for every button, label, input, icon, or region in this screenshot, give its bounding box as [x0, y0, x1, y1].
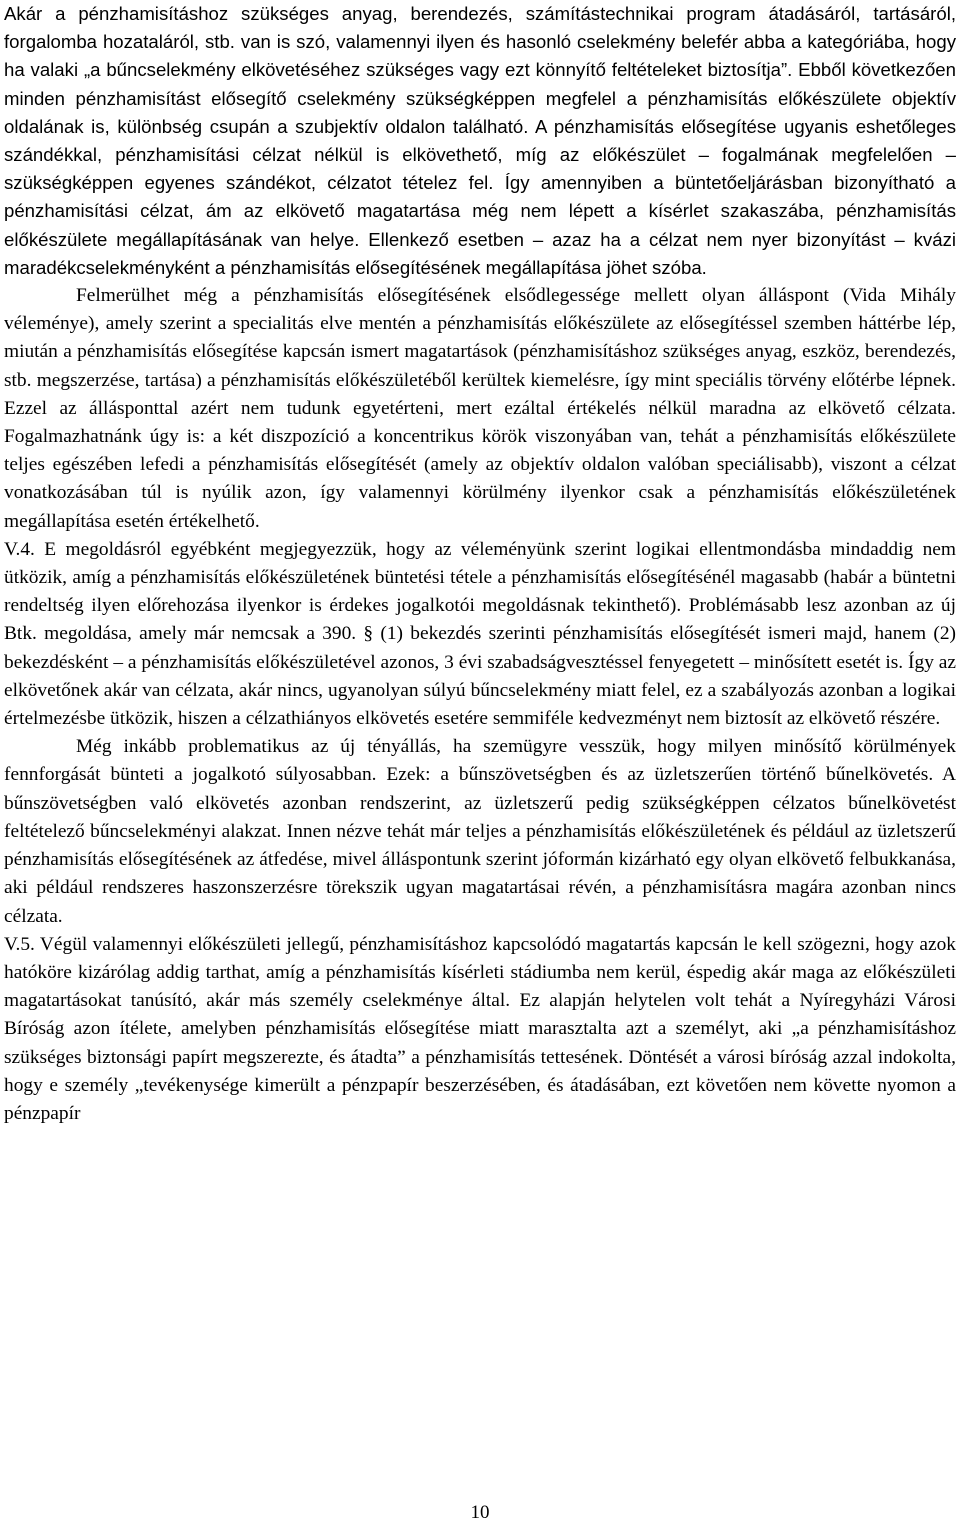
page-number: 10 [470, 1502, 490, 1523]
paragraph-section-v4: V.4. E megoldásról egyébként megjegyezzük, hogy az véleményünk szerint logikai ellentmondásba mindaddig nem ütközik, amíg a pénzhamisítás előkészületének büntetési tétele a pénzhamisítás elősegítésénél magasabb (habár a büntetni rendeltség ilyen előrehozása ilyenkor is érdekes jogalkotói megoldásnak tekinthető). Problémásabb lesz azonban az új Btk. megoldása, amely már nemcsak a 390. § (1) bekezdés szerinti pénzhamisítás elősegítését ismeri majd, hanem (2) bekezdésként – a pénzhamisítás előkészületével azonos, 3 évi szabadságvesztéssel fenyegetett – minősített esetét is. Így az elkövetőnek akár van célzata, akár nincs, ugyanolyan súlyú bűncselekmény miatt felel, ez a szabályozás azonban a logikai értelmezésbe ütközik, hiszen a célzathiányos elkövetés esetére semmiféle kedvezményt nem biztosít az elkövető részére. [4, 538, 956, 730]
paragraph-2: Felmerülhet még a pénzhamisítás elősegítésének elsődlegessége mellett olyan álláspont (Vida Mihály véleménye), amely szerint a specialitás elve mentén a pénzhamisítás előkészülete az elősegítéssel szemben háttérbe lép, miután a pénzhamisítás elősegítése kapcsán ismert magatartások (pénzhamisításhoz szükséges anyag, eszköz, berendezés, stb. megszerzése, tartása) a pénzhamisítás előkészületéből kerültek kiemelésre, így mint speciális törvény előtérbe lépnek. Ezzel az állásponttal azért nem tudunk egyetérteni, mert ezáltal értékelés nélkül maradna az elkövető célzata. Fogalmazhatnánk úgy is: a két diszpozíció a koncentrikus körök viszonyában van, tehát a pénzhamisítás előkészülete teljes egészében lefedi a pénzhamisítás elősegítését (amely az objektív oldalon valóban speciálisabb), viszont a célzat vonatkozásában túl is nyúlik azon, így valamennyi körülmény ilyenkor csak a pénzhamisítás előkészületének megállapítása esetén értékelhető. [4, 285, 956, 532]
paragraph-4: Még inkább problematikus az új tényállás, ha szemügyre vesszük, hogy milyen minősítő körülmények fennforgását bünteti a jogalkotó súlyosabban. Ezek: a bűnszövetségben és az üzletszerűen történő bűnelkövetés. A bűnszövetségben való elkövetés azonban rendszerint, az üzletszerű pedig szükségképpen célzatos bűnelkövetést feltételező bűncselekményi alakzat. Innen nézve tehát már teljes a pénzhamisítás előkészületének és például az üzletszerű pénzhamisítás elősegítésének az átfedése, mivel álláspontunk szerint jóformán kizárható egy olyan elkövető felbukkanása, aki például rendszeres haszonszerzésre törekszik ugyan magatartásai révén, a pénzhamisításra magára azonban nincs célzata. [4, 736, 956, 927]
paragraph-1: Akár a pénzhamisításhoz szükséges anyag, berendezés, számítástechnikai program átadásáról, tartásáról, forgalomba hozataláról, stb. van is szó, valamennyi ilyen és hasonló cselekmény belefér abba a kategóriába, hogy ha valaki „a bűncselekmény elkövetéséhez szükséges vagy ezt könnyítő feltételeket biztosítja”. Ebből következően minden pénzhamisítást elősegítő cselekmény szükségképpen megfelel a pénzhamisítás előkészülete objektív oldalának is, különbség csupán a szubjektív oldalon található. A pénzhamisítás elősegítése ugyanis eshetőleges szándékkal, pénzhamisítási célzat nélkül is elkövethető, míg az előkészület – fogalmának megfelelően – szükségképpen egyenes szándékot, célzatot tételez fel. Így amennyiben a büntetőeljárásban bizonyítható a pénzhamisítási célzat, ám az elkövető magatartása még nem lépett a kísérlet szakaszába, pénzhamisítás előkészülete megállapításának van helye. Ellenkező esetben – azaz ha a célzat nem nyer bizonyítást – kvázi maradékcselekményként a pénzhamisítás elősegítésének megállapítása jöhet szóba. [4, 3, 956, 278]
paragraph-section-v5: V.5. Végül valamennyi előkészületi jellegű, pénzhamisításhoz kapcsolódó magatartás kapcsán le kell szögezni, hogy azok hatóköre kizárólag addig tarthat, amíg a pénzhamisítás kísérleti stádiumba nem kerül, éspedig akár maga az előkészületi magatartásokat tanúsító, akár más személy cselekménye által. Ez alapján helytelen volt tehát a Nyíregyházi Városi Bíróság azon ítélete, amelyben pénzhamisítás elősegítése miatt marasztalta azt a személyt, aki „a pénzhamisításhoz szükséges biztonsági papírt megszerezte, és átadta” a pénzhamisítás tettesének. Döntését a városi bíróság azzal indokolta, hogy e személy „tevékenysége kimerült a pénzpapír beszerzésében, és átadásában, ezt követően nem követte nyomon a pénzpapír [4, 933, 956, 1124]
document-page [4, 0, 956, 1128]
